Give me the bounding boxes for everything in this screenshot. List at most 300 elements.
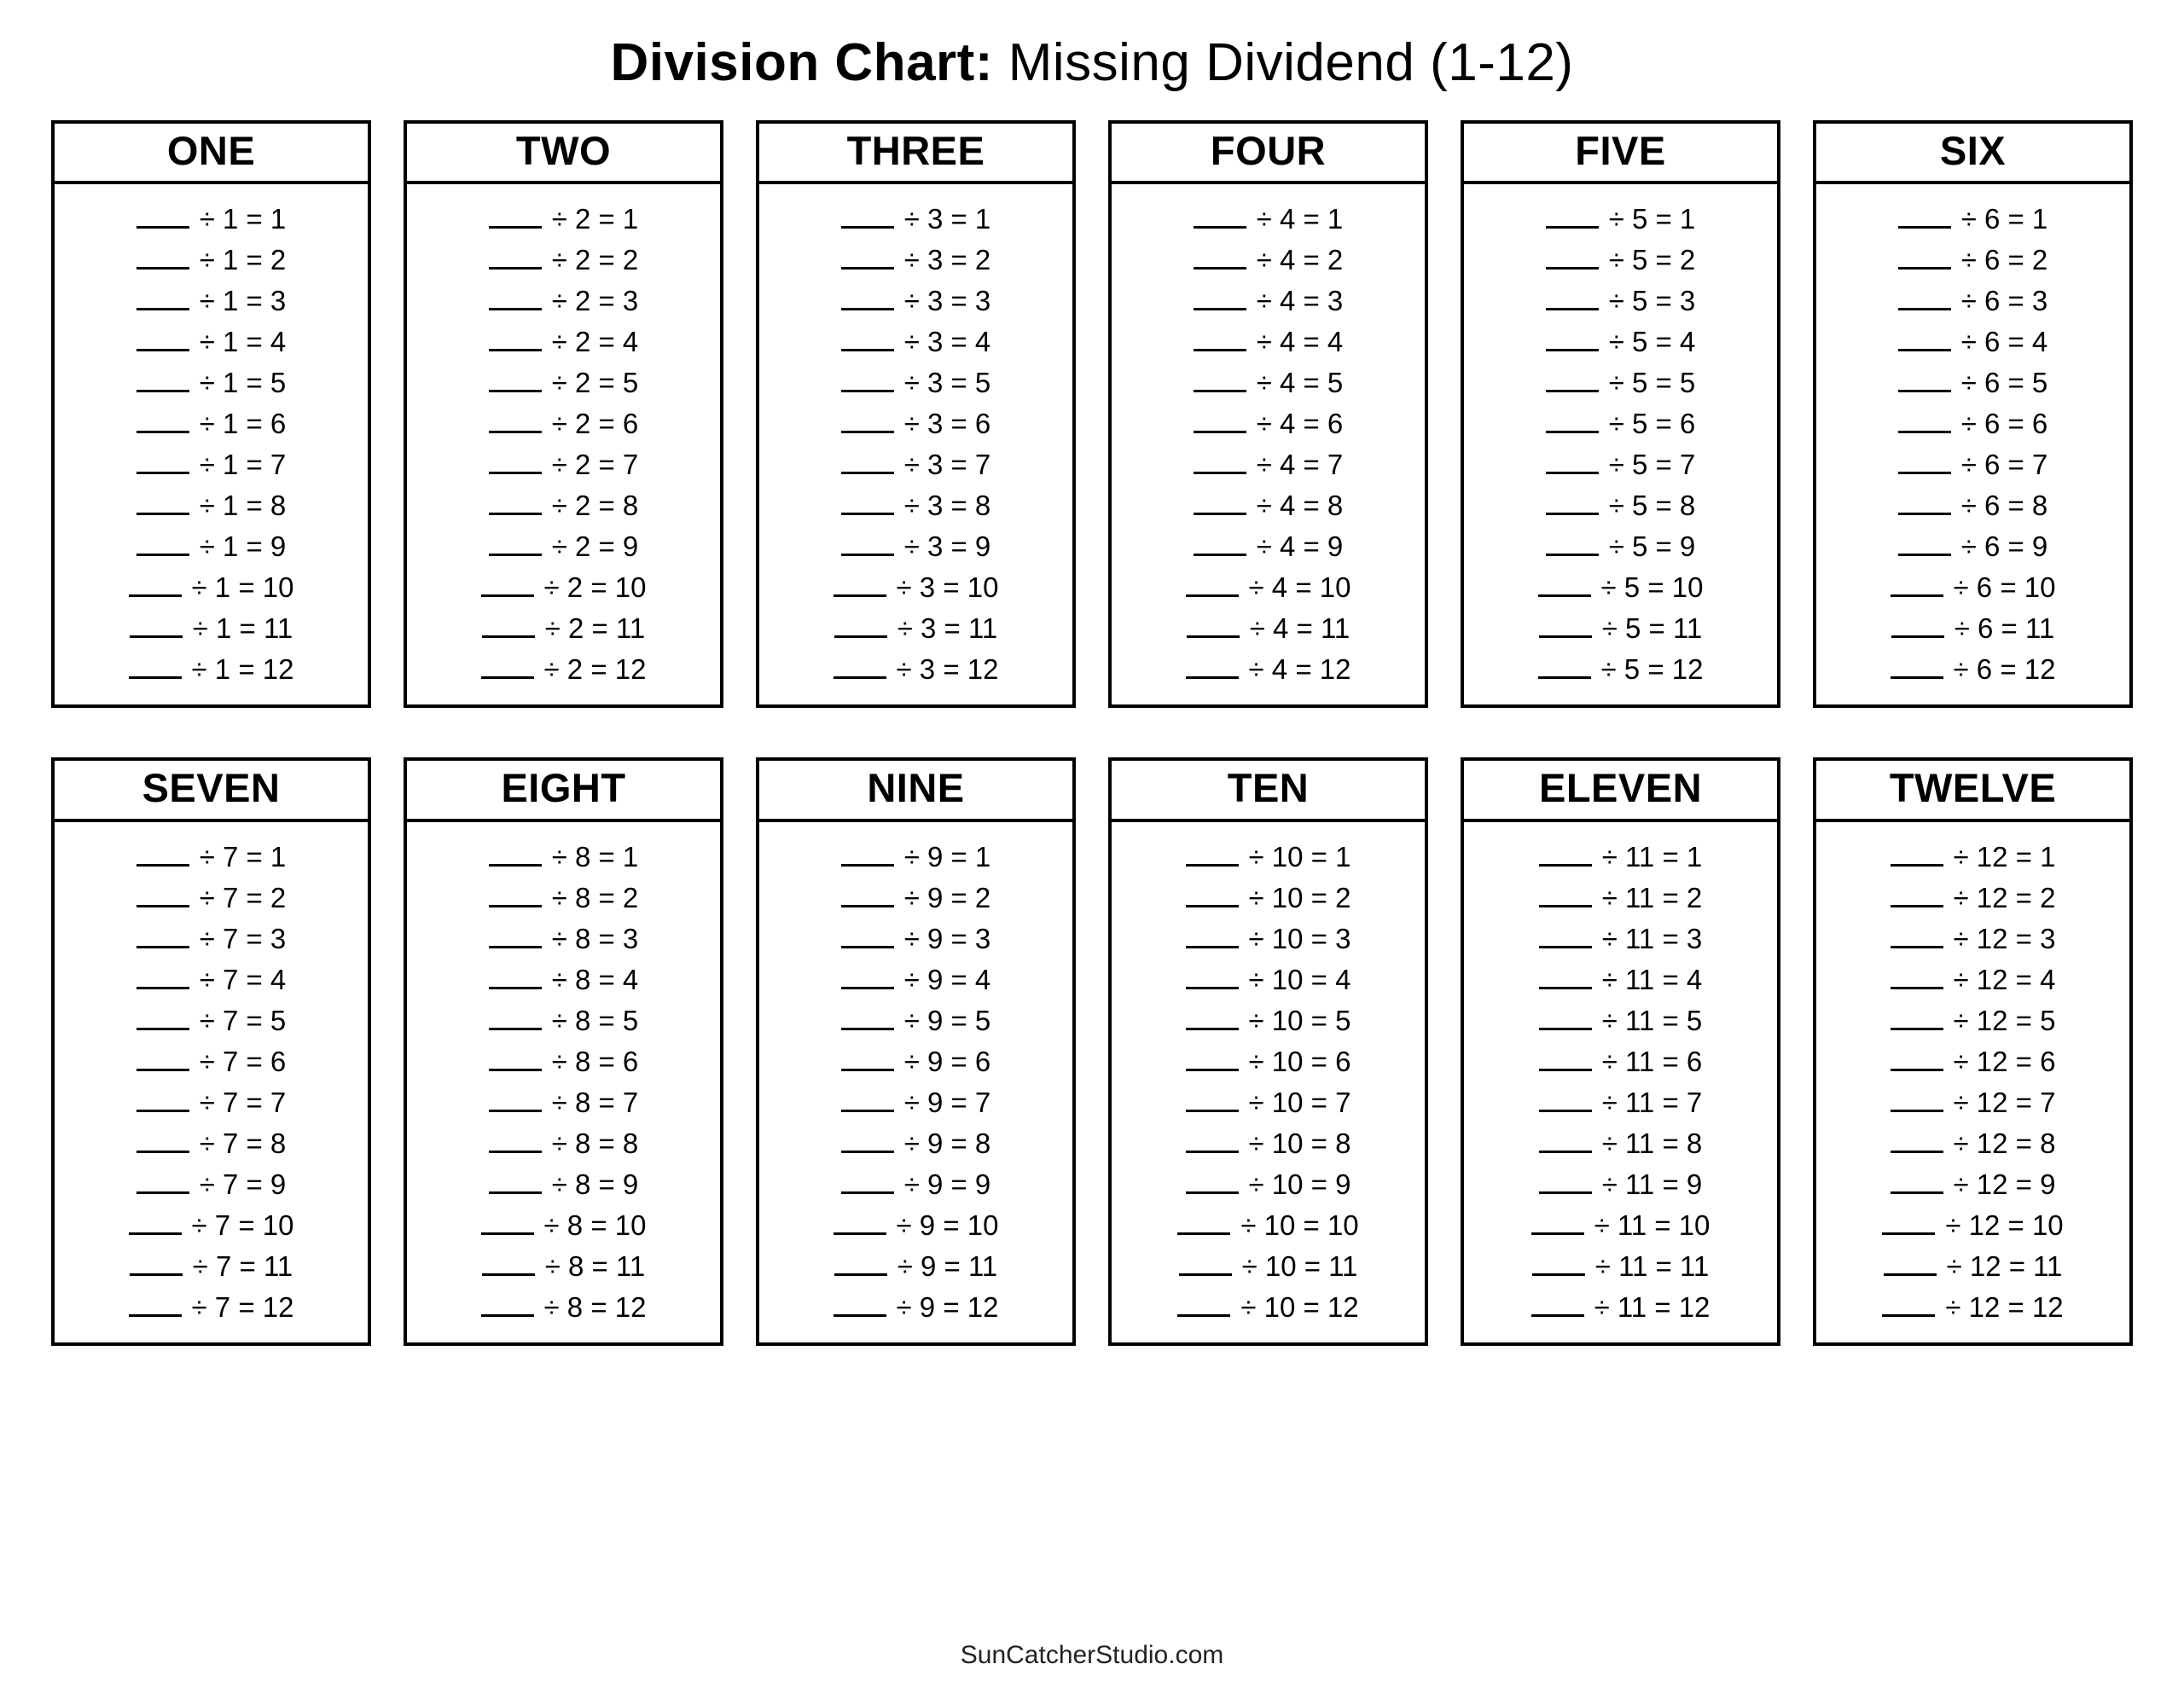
equation-line [759, 1081, 1072, 1122]
answer-blank[interactable] [1891, 1087, 1943, 1112]
answer-blank[interactable] [1546, 409, 1599, 433]
equation-line [1816, 280, 2129, 321]
answer-blank[interactable] [1186, 965, 1239, 989]
answer-blank[interactable] [481, 572, 534, 597]
answer-blank[interactable] [1898, 327, 1951, 351]
equation-line [1464, 321, 1777, 362]
answer-blank[interactable] [1546, 449, 1599, 474]
answer-blank[interactable] [481, 1292, 534, 1317]
equation-text: ÷ 10 = 12 [1240, 1290, 1359, 1323]
equation-text: ÷ 8 = 8 [551, 1127, 639, 1159]
answer-blank[interactable] [489, 1006, 542, 1030]
answer-blank[interactable] [136, 1006, 189, 1030]
answer-blank[interactable] [1546, 286, 1599, 310]
answer-blank[interactable] [1539, 883, 1592, 907]
answer-blank[interactable] [136, 327, 189, 351]
division-card [1108, 120, 1428, 708]
answer-blank[interactable] [1186, 1087, 1239, 1112]
answer-blank[interactable] [489, 1128, 542, 1153]
answer-blank[interactable] [1898, 409, 1951, 433]
answer-blank[interactable] [1898, 490, 1951, 515]
card-body [1816, 184, 2129, 704]
answer-blank[interactable] [841, 1087, 894, 1112]
answer-blank[interactable] [841, 842, 894, 867]
answer-blank[interactable] [834, 613, 887, 638]
answer-blank[interactable] [841, 1169, 894, 1194]
answer-blank[interactable] [481, 654, 534, 679]
equation-line [1112, 918, 1425, 959]
answer-blank[interactable] [841, 327, 894, 351]
division-card [51, 120, 371, 708]
answer-blank[interactable] [1546, 245, 1599, 270]
equation-text: ÷ 8 = 7 [551, 1086, 639, 1118]
equation-line [1816, 525, 2129, 566]
answer-blank[interactable] [136, 449, 189, 474]
answer-blank[interactable] [1539, 924, 1592, 948]
equation-line [1464, 280, 1777, 321]
equation-line [759, 362, 1072, 403]
answer-blank[interactable] [136, 883, 189, 907]
equation-text: ÷ 2 = 2 [551, 244, 639, 276]
answer-blank[interactable] [130, 613, 183, 638]
equation-text: ÷ 6 = 5 [1960, 367, 2048, 399]
equation-text: ÷ 2 = 1 [551, 203, 639, 235]
answer-blank[interactable] [841, 286, 894, 310]
equation-text: ÷ 10 = 9 [1248, 1168, 1351, 1200]
answer-blank[interactable] [1891, 654, 1943, 679]
answer-blank[interactable] [489, 842, 542, 867]
equation-text: ÷ 5 = 1 [1608, 203, 1696, 235]
equation-line [1112, 525, 1425, 566]
answer-blank[interactable] [1539, 613, 1592, 638]
answer-blank[interactable] [841, 531, 894, 556]
equation-text: ÷ 12 = 3 [1953, 922, 2056, 954]
equation-text: ÷ 3 = 7 [903, 449, 991, 481]
answer-blank[interactable] [1538, 572, 1591, 597]
equation-text: ÷ 9 = 9 [903, 1168, 991, 1200]
equation-line [1112, 1245, 1425, 1286]
equation-line [55, 1122, 368, 1163]
equation-text: ÷ 1 = 7 [199, 449, 287, 481]
answer-blank[interactable] [1531, 1292, 1584, 1317]
equation-text: ÷ 8 = 9 [551, 1168, 639, 1200]
equation-line [55, 239, 368, 280]
equation-line [1816, 607, 2129, 648]
equation-text: ÷ 2 = 5 [551, 367, 639, 399]
answer-blank[interactable] [482, 613, 535, 638]
equation-text: ÷ 5 = 7 [1608, 449, 1696, 481]
equation-line [407, 1245, 720, 1286]
answer-blank[interactable] [1186, 654, 1239, 679]
equation-line [407, 525, 720, 566]
answer-blank[interactable] [1546, 204, 1599, 229]
equation-line [1816, 321, 2129, 362]
answer-blank[interactable] [1891, 1128, 1943, 1153]
answer-blank[interactable] [136, 490, 189, 515]
answer-blank[interactable] [1898, 449, 1951, 474]
answer-blank[interactable] [1539, 1006, 1592, 1030]
equation-line [759, 484, 1072, 525]
equation-text: ÷ 8 = 10 [543, 1209, 647, 1241]
answer-blank[interactable] [834, 1292, 886, 1317]
equation-text: ÷ 11 = 10 [1594, 1209, 1711, 1241]
answer-blank[interactable] [834, 1251, 887, 1276]
equation-line [1112, 1000, 1425, 1041]
equation-line [759, 918, 1072, 959]
answer-blank[interactable] [136, 924, 189, 948]
answer-blank[interactable] [1898, 245, 1951, 270]
answer-blank[interactable] [1186, 1128, 1239, 1153]
answer-blank[interactable] [834, 654, 886, 679]
answer-blank[interactable] [1546, 368, 1599, 392]
equation-line [55, 1245, 368, 1286]
answer-blank[interactable] [1177, 1210, 1230, 1235]
page-title-rest: Missing Dividend (1-12) [992, 33, 1574, 92]
equation-text: ÷ 8 = 3 [551, 922, 639, 954]
equation-text: ÷ 4 = 2 [1256, 244, 1344, 276]
equation-text: ÷ 9 = 2 [903, 881, 991, 913]
answer-blank[interactable] [841, 924, 894, 948]
equation-line [55, 1041, 368, 1081]
equation-text: ÷ 3 = 12 [896, 653, 999, 686]
equation-line [55, 321, 368, 362]
cards-row-top [51, 120, 2133, 708]
answer-blank[interactable] [1539, 842, 1592, 867]
equation-line [1112, 443, 1425, 484]
equation-line [759, 239, 1072, 280]
answer-blank[interactable] [489, 449, 542, 474]
answer-blank[interactable] [136, 286, 189, 310]
equation-line [407, 1163, 720, 1204]
equation-text: ÷ 5 = 3 [1608, 285, 1696, 317]
answer-blank[interactable] [841, 965, 894, 989]
equation-text: ÷ 11 = 11 [1594, 1249, 1710, 1282]
equation-line [1816, 239, 2129, 280]
answer-blank[interactable] [489, 409, 542, 433]
answer-blank[interactable] [1891, 613, 1944, 638]
equation-text: ÷ 10 = 2 [1248, 881, 1351, 913]
answer-blank[interactable] [1546, 490, 1599, 515]
answer-blank[interactable] [136, 409, 189, 433]
equation-line [55, 525, 368, 566]
answer-blank[interactable] [1891, 572, 1943, 597]
equation-line [407, 1000, 720, 1041]
equation-line [1816, 959, 2129, 1000]
page-title-bold: Division Chart: [610, 33, 993, 92]
division-card [1108, 757, 1428, 1345]
equation-line [1464, 525, 1777, 566]
division-card [756, 757, 1076, 1345]
equation-text: ÷ 6 = 8 [1960, 490, 2048, 522]
answer-blank[interactable] [841, 368, 894, 392]
equation-text: ÷ 8 = 5 [551, 1004, 639, 1036]
equation-line [1464, 1204, 1777, 1245]
answer-blank[interactable] [1882, 1210, 1935, 1235]
answer-blank[interactable] [1186, 883, 1239, 907]
equation-line [407, 918, 720, 959]
answer-blank[interactable] [1186, 1006, 1239, 1030]
answer-blank[interactable] [1194, 368, 1246, 392]
answer-blank[interactable] [1539, 1087, 1592, 1112]
answer-blank[interactable] [1531, 1210, 1584, 1235]
answer-blank[interactable] [129, 654, 182, 679]
answer-blank[interactable] [136, 842, 189, 867]
equation-line [1112, 1081, 1425, 1122]
answer-blank[interactable] [834, 1210, 886, 1235]
answer-blank[interactable] [1898, 286, 1951, 310]
equation-text: ÷ 10 = 5 [1248, 1004, 1351, 1036]
equation-line [407, 1081, 720, 1122]
equation-line [1112, 607, 1425, 648]
answer-blank[interactable] [1538, 654, 1591, 679]
division-card [1813, 757, 2133, 1345]
answer-blank[interactable] [489, 204, 542, 229]
card-header: SIX [1816, 124, 2129, 184]
answer-blank[interactable] [489, 286, 542, 310]
answer-blank[interactable] [136, 368, 189, 392]
equation-line [759, 1000, 1072, 1041]
equation-text: ÷ 10 = 8 [1248, 1127, 1351, 1159]
answer-blank[interactable] [136, 531, 189, 556]
answer-blank[interactable] [1186, 572, 1239, 597]
equation-line [759, 648, 1072, 689]
answer-blank[interactable] [1546, 531, 1599, 556]
answer-blank[interactable] [489, 1046, 542, 1071]
answer-blank[interactable] [489, 245, 542, 270]
equation-text: ÷ 5 = 6 [1608, 408, 1696, 440]
equation-line [55, 566, 368, 607]
equation-text: ÷ 8 = 1 [551, 840, 639, 872]
equation-line [1464, 484, 1777, 525]
answer-blank[interactable] [1882, 1292, 1935, 1317]
equation-line [1464, 566, 1777, 607]
card-body [55, 184, 368, 704]
equation-text: ÷ 4 = 6 [1256, 408, 1344, 440]
answer-blank[interactable] [841, 883, 894, 907]
answer-blank[interactable] [489, 965, 542, 989]
card-body [55, 822, 368, 1342]
equation-text: ÷ 2 = 9 [551, 530, 639, 563]
equation-line [55, 1081, 368, 1122]
equation-text: ÷ 11 = 6 [1601, 1045, 1703, 1077]
equation-text: ÷ 3 = 8 [903, 490, 991, 522]
equation-text: ÷ 1 = 10 [191, 571, 294, 604]
answer-blank[interactable] [129, 1210, 182, 1235]
equation-text: ÷ 9 = 12 [896, 1290, 999, 1323]
answer-blank[interactable] [482, 1251, 535, 1276]
answer-blank[interactable] [1898, 368, 1951, 392]
card-body [1112, 184, 1425, 704]
answer-blank[interactable] [841, 1046, 894, 1071]
answer-blank[interactable] [841, 1128, 894, 1153]
answer-blank[interactable] [1891, 1046, 1943, 1071]
answer-blank[interactable] [136, 245, 189, 270]
equation-line [1112, 239, 1425, 280]
equation-line [1464, 239, 1777, 280]
answer-blank[interactable] [489, 1169, 542, 1194]
equation-text: ÷ 10 = 4 [1248, 963, 1351, 995]
answer-blank[interactable] [1891, 883, 1943, 907]
equation-line [1464, 362, 1777, 403]
answer-blank[interactable] [1532, 1251, 1585, 1276]
answer-blank[interactable] [1194, 449, 1246, 474]
equation-line [407, 648, 720, 689]
equation-line [759, 836, 1072, 877]
equation-text: ÷ 6 = 4 [1960, 326, 2048, 358]
answer-blank[interactable] [1186, 842, 1239, 867]
card-body [1112, 822, 1425, 1342]
equation-text: ÷ 3 = 9 [903, 530, 991, 563]
equation-text: ÷ 9 = 8 [903, 1127, 991, 1159]
equation-text: ÷ 11 = 3 [1601, 922, 1703, 954]
answer-blank[interactable] [1539, 1169, 1592, 1194]
equation-text: ÷ 4 = 5 [1256, 367, 1344, 399]
equation-text: ÷ 10 = 11 [1241, 1249, 1358, 1282]
equation-text: ÷ 12 = 9 [1953, 1168, 2056, 1200]
answer-blank[interactable] [1186, 924, 1239, 948]
answer-blank[interactable] [841, 245, 894, 270]
equation-line [55, 484, 368, 525]
answer-blank[interactable] [1194, 245, 1246, 270]
answer-blank[interactable] [1898, 204, 1951, 229]
equation-text: ÷ 10 = 6 [1248, 1045, 1351, 1077]
answer-blank[interactable] [841, 409, 894, 433]
equation-text: ÷ 3 = 6 [903, 408, 991, 440]
equation-text: ÷ 7 = 3 [199, 922, 287, 954]
answer-blank[interactable] [834, 572, 886, 597]
equation-text: ÷ 7 = 8 [199, 1127, 287, 1159]
footer-credit: SunCatcherStudio.com [960, 1641, 1224, 1669]
equation-line [407, 280, 720, 321]
equation-text: ÷ 1 = 8 [199, 490, 287, 522]
equation-text: ÷ 2 = 3 [551, 285, 639, 317]
answer-blank[interactable] [481, 1210, 534, 1235]
equation-text: ÷ 9 = 5 [903, 1004, 991, 1036]
equation-text: ÷ 3 = 11 [897, 612, 998, 645]
answer-blank[interactable] [1179, 1251, 1232, 1276]
answer-blank[interactable] [1194, 490, 1246, 515]
answer-blank[interactable] [841, 204, 894, 229]
equation-line [1464, 959, 1777, 1000]
answer-blank[interactable] [489, 883, 542, 907]
equation-text: ÷ 11 = 1 [1601, 840, 1703, 872]
equation-line [55, 918, 368, 959]
equation-line [759, 1122, 1072, 1163]
answer-blank[interactable] [1891, 965, 1943, 989]
equation-line [55, 198, 368, 239]
equation-text: ÷ 10 = 3 [1248, 922, 1351, 954]
answer-blank[interactable] [136, 1128, 189, 1153]
equation-line [55, 1163, 368, 1204]
answer-blank[interactable] [1194, 204, 1246, 229]
equation-text: ÷ 8 = 11 [544, 1249, 646, 1282]
answer-blank[interactable] [130, 1251, 183, 1276]
answer-blank[interactable] [136, 1087, 189, 1112]
equation-line [407, 1122, 720, 1163]
answer-blank[interactable] [489, 531, 542, 556]
answer-blank[interactable] [1884, 1251, 1937, 1276]
answer-blank[interactable] [129, 1292, 182, 1317]
answer-blank[interactable] [136, 1169, 189, 1194]
answer-blank[interactable] [1891, 842, 1943, 867]
equation-line [1112, 198, 1425, 239]
equation-line [1112, 484, 1425, 525]
answer-blank[interactable] [1187, 613, 1240, 638]
answer-blank[interactable] [489, 368, 542, 392]
equation-line [759, 1163, 1072, 1204]
answer-blank[interactable] [129, 572, 182, 597]
answer-blank[interactable] [136, 1046, 189, 1071]
equation-text: ÷ 7 = 11 [192, 1249, 293, 1282]
equation-text: ÷ 9 = 3 [903, 922, 991, 954]
equation-line [1112, 877, 1425, 918]
equation-line [1464, 1286, 1777, 1327]
answer-blank[interactable] [489, 490, 542, 515]
equation-line [407, 484, 720, 525]
equation-text: ÷ 9 = 7 [903, 1086, 991, 1118]
answer-blank[interactable] [1194, 531, 1246, 556]
answer-blank[interactable] [1194, 409, 1246, 433]
answer-blank[interactable] [841, 490, 894, 515]
equation-line [1464, 1163, 1777, 1204]
equation-text: ÷ 8 = 4 [551, 963, 639, 995]
equation-text: ÷ 7 = 5 [199, 1004, 287, 1036]
answer-blank[interactable] [841, 1006, 894, 1030]
equation-text: ÷ 11 = 9 [1601, 1168, 1703, 1200]
equation-line [1464, 443, 1777, 484]
answer-blank[interactable] [489, 924, 542, 948]
equation-line [407, 959, 720, 1000]
answer-blank[interactable] [1186, 1169, 1239, 1194]
answer-blank[interactable] [1539, 1128, 1592, 1153]
answer-blank[interactable] [1539, 1046, 1592, 1071]
equation-text: ÷ 3 = 10 [896, 571, 999, 604]
answer-blank[interactable] [136, 204, 189, 229]
equation-line [1112, 1122, 1425, 1163]
equation-line [759, 1286, 1072, 1327]
answer-blank[interactable] [841, 449, 894, 474]
equation-line [1464, 836, 1777, 877]
equation-text: ÷ 4 = 7 [1256, 449, 1344, 481]
equation-line [1464, 403, 1777, 443]
equation-line [55, 648, 368, 689]
equation-text: ÷ 5 = 10 [1600, 571, 1704, 604]
answer-blank[interactable] [136, 965, 189, 989]
answer-blank[interactable] [1177, 1292, 1230, 1317]
equation-line [1816, 836, 2129, 877]
answer-blank[interactable] [489, 1087, 542, 1112]
answer-blank[interactable] [1186, 1046, 1239, 1071]
equation-text: ÷ 5 = 11 [1601, 612, 1703, 645]
answer-blank[interactable] [1194, 327, 1246, 351]
answer-blank[interactable] [1539, 965, 1592, 989]
answer-blank[interactable] [1891, 1006, 1943, 1030]
equation-text: ÷ 6 = 1 [1960, 203, 2048, 235]
answer-blank[interactable] [1546, 327, 1599, 351]
equation-line [1816, 484, 2129, 525]
answer-blank[interactable] [489, 327, 542, 351]
answer-blank[interactable] [1891, 1169, 1943, 1194]
equation-line [759, 607, 1072, 648]
equation-text: ÷ 7 = 9 [199, 1168, 287, 1200]
answer-blank[interactable] [1891, 924, 1943, 948]
equation-line [1816, 877, 2129, 918]
card-header: SEVEN [55, 761, 368, 821]
answer-blank[interactable] [1898, 531, 1951, 556]
card-header: TWO [407, 124, 720, 184]
equation-text: ÷ 6 = 6 [1960, 408, 2048, 440]
answer-blank[interactable] [1194, 286, 1246, 310]
